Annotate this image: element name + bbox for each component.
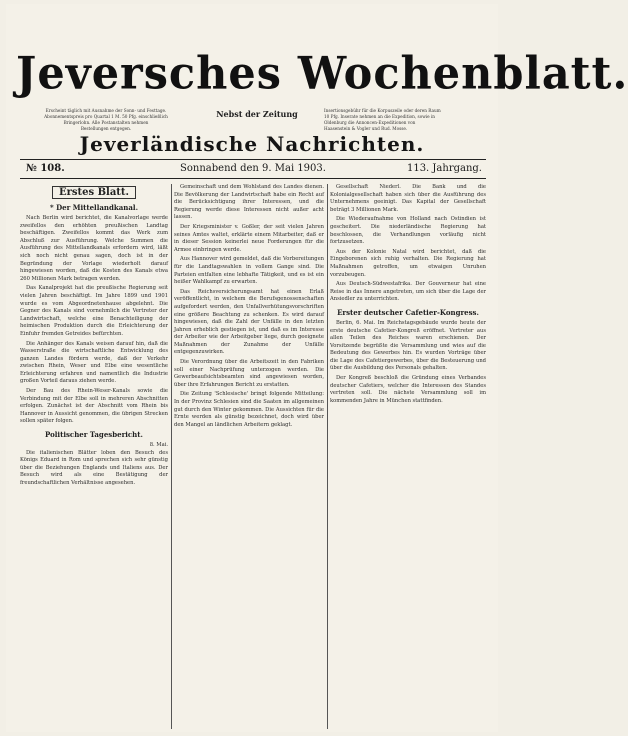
paragraph: Das Reichsversicherungsamt hat einen Erlaß veröffentlicht, in welchem die Berufsgenossenschaften aufgefordert werden, den Unfallverhütungsvorschriften eine größere Beachtung zu schenken. Es wird darauf hingewiesen, daß die Zahl der Unfälle in den letzten Jahren erheblich gestiegen ist, und daß es im Interesse der Arbeiter wie der Arbeitgeber liege, durch geeignete Maßnahmen der Zunahme der Unfälle entgegenzuwirken. [174,288,324,356]
paragraph: Das Kanalprojekt hat die preußische Regierung seit vielen Jahren beschäftigt. Im Jahre 1899 und 1901 wurde es vom Abgeordnetenhause abgelehnt. Die Gegner des Kanals sind vornehmlich die Vertreter der Landwirtschaft, welche eine Benachteiligung der heimischen Produktion durch die Erleichterung der Einfuhr fremden Getreides befürchten. [20,285,168,337]
paragraph: Der Kongreß beschloß die Gründung eines Verbandes deutscher Cafetiers, welcher die Interessen des Standes vertreten soll. Die nächste Versammlung soll im kommenden Jahre in München stattfinden. [330,375,486,404]
column-3 [330,184,486,729]
newspaper-page [6,4,628,732]
paragraph: Die italienischen Blätter loben den Besuch des Königs Eduard in Rom und sprechen sich sehr günstig über die Beziehungen Englands und Italiens aus. Der Besuch wird als eine Bestätigung der freundschaftlichen Verhältnisse angesehen. [20,449,168,486]
dateline: 8. Mai. [149,442,168,449]
column-1 [20,184,168,729]
masthead-title: Jeversches Wochenblatt. [16,47,628,101]
paragraph: Der Bau des Rhein-Weser-Kanals sowie die Verbindung mit der Elbe soll in mehreren Abschnitten erfolgen. Zunächst ist der Abschnitt vom Rhein bis Hannover in Aussicht genommen, die übrigen Strecken sollen später folgen. [20,388,168,425]
imprint-left-line: Bringerlohn. Alle Postanstalten nehmen [63,120,149,125]
issue-number: № 108. [26,163,65,174]
paragraph: Aus Hannover wird gemeldet, daß die Vorbereitungen für die Landtagswahlen in vollem Gange sind. Die Parteien entfalten eine lebhafte Tätigkeit, und es ist ein heißer Wahlkampf zu erwarten. [174,256,324,286]
article-title: * Der Mittellandkanal. [49,203,139,212]
column-divider [171,184,172,729]
paragraph: Nach Berlin wird berichtet, die Kanalvorlage werde zweifellos den erhöhten preußischen Landtag beschäftigen. Zweifellos kommt das Werk zum Abschluß zur Ausführung. Welche Summen die Ausführung des Mittellandkanals erfordern wird, läßt sich noch nicht genau sagen, doch ist in der Begründung der Vorlage wiederholt darauf hingewiesen worden, daß die Kosten des Kanals etwa 260 Millionen Mark betragen werden. [20,215,168,282]
article-title: Politischer Tagesbericht. [45,430,143,440]
nebst-label: Nebst der Zeitung [216,109,298,119]
article-title: Erster deutscher Cafetier-Kongress. [337,307,479,317]
imprint-left-line: Erscheint täglich mit Ausnahme der Sonn- und Festtage. [45,108,167,113]
paragraph: Aus Deutsch-Südwestafrika. Der Gouverneur hat eine Reise in das Innere angetreten, um sich über die Lage der Ansiedler zu unterrichten. [330,281,486,303]
imprint-right [324,108,492,132]
imprint-left [20,108,192,132]
column-2 [174,184,324,729]
issue-year: 113. Jahrgang. [406,163,482,174]
column-divider [327,184,328,729]
paragraph: Die Zeitung 'Schlesische' bringt folgende Mitteilung: In der Provinz Schlesien sind die Saaten im allgemeinen gut durch den Winter gekommen. Die Aussichten für die Ernte werden als günstig bezeichnet, doch wird über den Mangel an ländlichen Arbeitern geklagt. [174,391,324,428]
paragraph: Die Anhänger des Kanals weisen darauf hin, daß die Wasserstraße die wirtschaftliche Entwicklung des ganzen Landes fördern werde, daß der Verkehr zwischen Rhein, Weser und Elbe eine wesentliche Erleichterung erfahren und namentlich die Industrie großen Vorteil daraus ziehen werde. [20,340,168,385]
imprint-right-line: 10 Pfg. Inserate nehmen an die Expedition, sowie in [324,114,435,119]
imprint-left-line: Abonnementspreis pro Quartal 1 M. 50 Pfg. einschließlich [44,114,168,119]
imprint-right-line: Oldenburg die Annoncen-Expeditionen von [324,120,416,125]
rule-top [20,159,486,160]
paragraph: Die Wiederaufnahme von Holland nach Ostindien ist gescheitert. Die niederländische Regierung hat beschlossen, die Verhandlungen vorläufig nicht fortzusetzen. [330,216,486,246]
issue-date: Sonnabend den 9. Mai 1903. [180,163,326,174]
subtitle: Jeverländische Nachrichten. [79,132,425,156]
imprint-right-line: Haasenstein & Vogler und Rud. Mosse. [324,126,408,131]
imprint-left-line: Bestellungen entgegen. [80,126,132,131]
imprint-right-line: Insertionsgebühr für die Korpuszeile oder deren Raum [324,108,441,113]
paragraph: Gesellschaft Niederl. Die Bank und die Kolonialgesellschaft haben sich über die Ausführung des Unternehmens geeinigt. Das Kapital der Gesellschaft beträgt 3 Millionen Mark. [330,184,486,213]
rule-bottom [20,178,486,179]
paragraph: Aus der Kolonie Natal wird berichtet, daß die Eingeborenen sich ruhig verhalten. Die Regierung hat Maßnahmen getroffen, um etwaigen Unruhen vorzubeugen. [330,248,486,278]
paragraph: Der Kriegsminister v. Goßler, der seit vielen Jahren seines Amtes waltet, erklärte einem Mitarbeiter, daß er in dieser Session keinerlei neue Forderungen für die Armee einbringen werde. [174,223,324,253]
paragraph: Die Verordnung über die Arbeitszeit in den Fabriken soll einer Nachprüfung unterzogen werden. Die Gewerbeaufsichtsbeamten sind angewiesen worden, über ihre Erfahrungen Bericht zu erstatten. [174,359,324,388]
paragraph: Berlin, 6. Mai. Im Reichstagsgebäude wurde heute der erste deutsche Cafetier-Kongreß eröffnet. Vertreter aus allen Teilen des Reiches waren erschienen. Der Vorsitzende begrüßte die Versammlung und wies auf die Bedeutung des Gewerbes hin. Es wurden Vorträge über die Lage des Cafetiergewerbes, über die Besteuerung und über die Ausbildung des Personals gehalten. [330,319,486,372]
section-box-title: Erstes Blatt. [52,186,136,199]
paragraph: Gemeinschaft und dem Wohlstand des Landes dienen. Die Bevölkerung der Landwirtschaft habe ein Recht auf die Berücksichtigung ihrer Interessen, und die Regierung werde diese Interessen nicht außer acht lassen. [174,184,324,221]
issue-info-bar [20,161,486,177]
